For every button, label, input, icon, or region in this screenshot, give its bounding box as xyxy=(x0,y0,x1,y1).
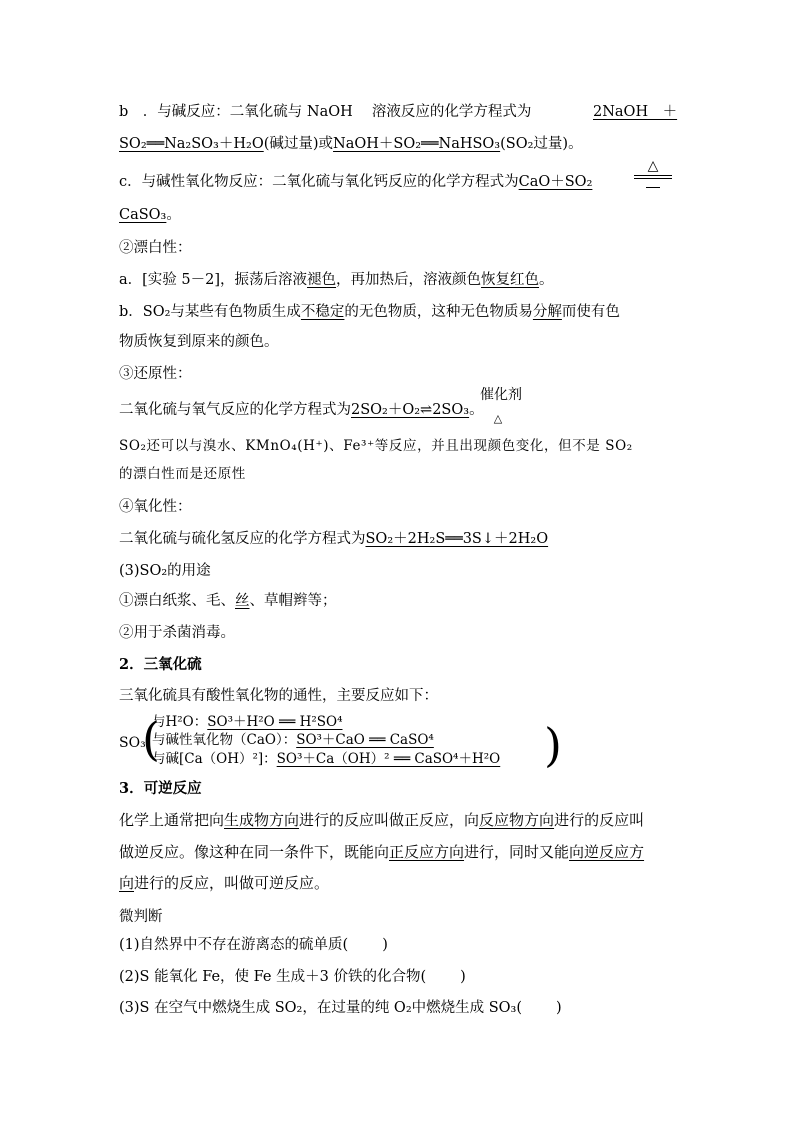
reduce-line: 二氧化硫与氧气反应的化学方程式为2SO₂＋O₂⇌2SO₃。 xyxy=(119,402,484,418)
judge-q2: (2)S 能氧化 Fe，使 Fe 生成＋3 价铁的化合物( ) xyxy=(119,969,466,985)
bleach-b-answer-1: 不稳定 xyxy=(300,304,345,320)
oxid-answer: SO₂＋2H₂S══3S↓＋2H₂O xyxy=(365,531,549,547)
so3-left-brace: ( xyxy=(142,712,160,766)
bleach-b: b．SO₂与某些有色物质生成不稳定的无色物质，这种无色物质易分解而使有色 xyxy=(119,304,620,320)
b-base-answer-1b: SO₂══Na₂SO₃＋H₂O xyxy=(119,136,264,152)
b-base-end: (SO₂过量)。 xyxy=(500,136,583,152)
b-base-line2 xyxy=(119,134,583,154)
reduce-note-2: 的漂白性而是还原性 xyxy=(119,466,246,482)
c-oxide-text: c．与碱性氧化物反应：二氧化硫与氧化钙反应的化学方程式为 xyxy=(119,174,519,190)
reduce-condition-heat: △ xyxy=(493,412,503,425)
c-oxide-answer-2: CaSO₃ xyxy=(119,207,167,223)
c-oxide-condition: △ xyxy=(634,158,672,188)
bleach-a-answer-1: 褪色 xyxy=(307,272,337,288)
c-oxide-answer-1: CaO＋SO₂ xyxy=(518,174,593,190)
uses-item-1: ①漂白纸浆、毛、丝、草帽辫等； xyxy=(119,593,337,609)
uses-answer: 丝 xyxy=(235,593,250,609)
reversible-line-3: 向进行的反应，叫做可逆反应。 xyxy=(119,874,330,892)
reversible-answer-4a: 向逆反应方 xyxy=(569,843,645,861)
so3-right-brace: ) xyxy=(544,718,562,772)
so3-reaction-1: 与H²O：SO³＋H²O ══ H²SO⁴ xyxy=(152,714,343,730)
reduce-title: ③还原性： xyxy=(119,366,192,382)
judge-q3: (3)S 在空气中燃烧生成 SO₂，在过量的纯 O₂中燃烧生成 SO₃( ) xyxy=(119,1000,562,1016)
reversible-answer-3: 正反应方向 xyxy=(389,843,465,861)
oxid-line: 二氧化硫与硫化氢反应的化学方程式为SO₂＋2H₂S══3S↓＋2H₂O xyxy=(119,531,549,547)
b-base-mid: (碱过量)或 xyxy=(263,136,334,152)
c-oxide-line2: CaSO₃。 xyxy=(119,207,181,223)
so3-title: 2．三氧化硫 xyxy=(119,656,202,673)
so3-intro: 三氧化硫具有酸性氧化物的通性，主要反应如下： xyxy=(119,688,438,704)
bleach-a: a．[实验 5－2]，振荡后溶液褪色，再加热后，溶液颜色恢复红色。 xyxy=(119,272,554,288)
reversible-line-2: 做逆反应。像这种在同一条件下，既能向正反应方向进行，同时又能向逆反应方 xyxy=(119,843,645,861)
so3-reaction-1-answer: SO³＋H²O ══ H²SO⁴ xyxy=(207,714,343,730)
reversible-line-1: 化学上通常把向生成物方向进行的反应叫做正反应，向反应物方向进行的反应叫 xyxy=(119,811,645,829)
reduce-note-1: SO₂还可以与溴水、KMnO₄(H⁺)、Fe³⁺等反应，并且出现颜色变化，但不是 SO₂ xyxy=(119,438,633,454)
judge-title: 微判断 xyxy=(119,909,163,925)
reversible-answer-2: 反应物方向 xyxy=(479,811,555,829)
reduce-answer: 2SO₂＋O₂⇌2SO₃ xyxy=(351,402,470,418)
so3-reaction-2: 与碱性氧化物（CaO）：SO³＋CaO ══ CaSO⁴ xyxy=(152,732,434,748)
so3-reaction-3: 与碱[Ca（OH）²]：SO³＋Ca（OH）² ══ CaSO⁴＋H²O xyxy=(152,751,501,767)
oxid-title: ④氧化性： xyxy=(119,499,192,515)
bleach-title: ②漂白性： xyxy=(119,240,192,256)
bleach-a-answer-2: 恢复红色 xyxy=(481,272,540,288)
reduce-condition: 催化剂 xyxy=(480,387,522,403)
judge-q1: (1)自然界中不存在游离态的硫单质( ) xyxy=(119,937,388,953)
b-base-line1 xyxy=(119,102,678,122)
b-base-answer-1a: 2NaOH ＋ xyxy=(593,104,678,120)
reversible-answer-4b: 向 xyxy=(119,874,135,892)
uses-item-2: ②用于杀菌消毒。 xyxy=(119,625,235,641)
bleach-b-answer-2: 分解 xyxy=(532,304,562,320)
b-base-answer-2: NaOH＋SO₂══NaHSO₃ xyxy=(333,136,501,152)
so3-reaction-3-answer: SO³＋Ca（OH）² ══ CaSO⁴＋H²O xyxy=(276,751,501,767)
uses-title: (3)SO₂的用途 xyxy=(119,563,211,579)
c-oxide-line1 xyxy=(119,172,592,192)
so3-lhs: SO₃ xyxy=(119,735,146,751)
b-base-text: b ．与碱反应：二氧化硫与 NaOH 溶液反应的化学方程式为 xyxy=(119,104,532,120)
reversible-answer-1: 生成物方向 xyxy=(224,811,300,829)
so3-reaction-2-answer: SO³＋CaO ══ CaSO⁴ xyxy=(296,732,434,748)
reversible-title: 3．可逆反应 xyxy=(119,780,202,797)
bleach-b-line2: 物质恢复到原来的颜色。 xyxy=(119,334,279,350)
